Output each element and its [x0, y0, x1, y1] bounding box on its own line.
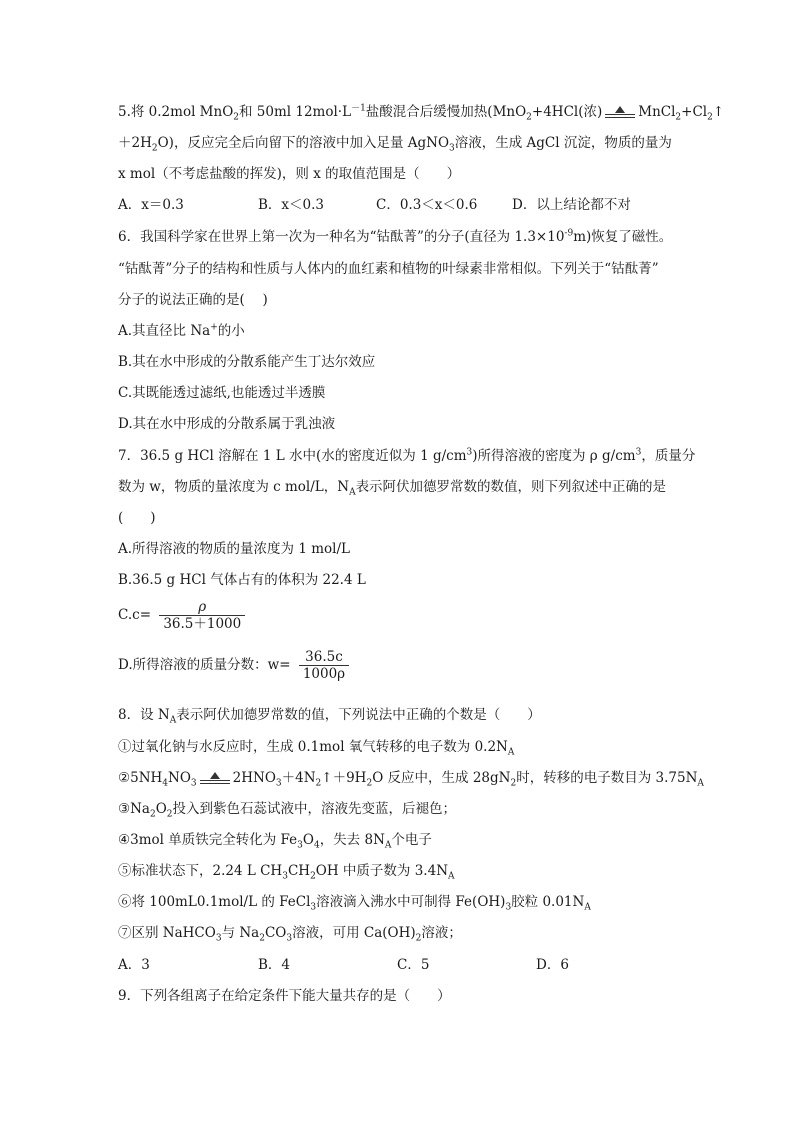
q8-statement-7: ⑦区别 NaHCO$_3$与 $Na_2CO_3$溶液，可用 $Ca(OH)_2$溶液；	[118, 925, 462, 944]
q7-option-c-fraction: $\frac{\rho}{36.5+1000}$	[159, 599, 245, 632]
q8-statement-5: ⑤标准状态下，2.24 L $CH_3CH_2OH$ 中质子数为 $3.4N_A$	[118, 863, 455, 882]
q7-option-d: D.所得溶液的质量分数：w= $\frac{36.5c}{1000\rho}$	[118, 648, 349, 682]
q6-line2: “钴酞菁”分子的结构和性质与人体内的血红素和植物的叶绿素非常相似。下列关于“钴酞菁”	[118, 261, 659, 277]
q7-line1: 7．36.5 g HCl 溶解在 1 L 水中(水的密度近似为 1 $g/cm^3$)所得溶液的密度为 ρ $g/cm^3$，质量分	[118, 447, 696, 464]
heating-condition-icon	[605, 106, 635, 120]
q7-line3: ( )	[118, 510, 156, 526]
q6-option-d: D.其在水中形成的分散系属于乳浊液	[118, 416, 336, 432]
q8-option-d: D．6	[536, 957, 569, 973]
q8-option-b: B．4	[258, 957, 291, 973]
q8-statement-2: $②5NH_4NO_3$ $2HNO_3+4N_2↑+9H_2O$ 反应中，生成 $28gN_2$时，转移的电子数目为 $3.75N_A$	[118, 770, 704, 789]
q6-option-c: C.其既能透过滤纸,也能透过半透膜	[118, 385, 326, 401]
q8-option-a: A．3	[118, 957, 150, 973]
q7-option-b: B.36.5 g HCl 气体占有的体积为 22.4 L	[118, 572, 366, 588]
q7-option-c: C.c= $\frac{\rho}{36.5+1000}$	[118, 598, 245, 632]
q7-line2: 数为 w，物质的量浓度为 c mol/L，$N_A$表示阿伏加德罗常数的数值，则下列叙述中正确的是	[118, 479, 667, 498]
q5-line1: 5.将 0.2mol MnO$_2$和 50ml $12mol\cdot L^{-1}$盐酸混合后缓慢加热(MnO$_2$+4HCl(浓) $MnCl_2+Cl_2↑$	[118, 103, 725, 123]
q8-line1: 8．设 $N_A$表示阿伏加德罗常数的值，下列说法中正确的个数是（ ）	[118, 707, 541, 726]
q6-line1: 6．我国科学家在世界上第一次为一种名为“钴酞菁”的分子(直径为 $1.3\times 10^{-9}m$)恢复了磁性。	[118, 228, 673, 245]
q6-option-a: A.其直径比 Na+的小	[118, 322, 245, 339]
q5-line3: x mol（不考虑盐酸的挥发)，则 x 的取值范围是（ ）	[118, 166, 461, 182]
q8-statement-1: ①过氧化钠与水反应时，生成 0.1mol 氧气转移的电子数为 $0.2N_A$	[118, 739, 515, 758]
q8-statement-6: ⑥将 100mL0.1mol/L 的 FeCl$_3$溶液滴入沸水中可制得 $Fe(OH)_3$胶粒 $0.01N_A$	[118, 894, 591, 913]
q8-option-c: C．5	[397, 957, 430, 973]
q8-statement-3: $③Na_2O_2$投入到紫色石蕊试液中，溶液先变蓝，后褪色；	[118, 801, 457, 820]
q5-option-c: C．0.3＜x＜0.6	[376, 197, 478, 213]
q9-line1: 9．下列各组离子在给定条件下能大量共存的是（ ）	[118, 988, 451, 1004]
q6-option-b: B.其在水中形成的分散系能产生丁达尔效应	[118, 354, 376, 370]
q6-line3: 分子的说法正确的是( )	[118, 292, 268, 308]
q5-option-a: A．x＝0.3	[118, 197, 184, 213]
q7-option-d-fraction: $\frac{36.5c}{1000\rho}$	[299, 649, 349, 682]
q5-option-d: D．以上结论都不对	[512, 197, 631, 213]
q8-statement-4: ④3mol 单质铁完全转化为 $Fe_3O_4$，失去 $8N_A$个电子	[118, 832, 432, 851]
q5-line2: $+2H_2O$)，反应完全后向留下的溶液中加入足量 AgNO$_3$溶液，生成 AgCl 沉淀，物质的量为	[118, 135, 672, 154]
heating-condition-icon	[200, 772, 230, 786]
q7-option-a: A.所得溶液的物质的量浓度为 1 mol/L	[118, 541, 350, 557]
q5-option-b: B．x＜0.3	[258, 197, 325, 213]
